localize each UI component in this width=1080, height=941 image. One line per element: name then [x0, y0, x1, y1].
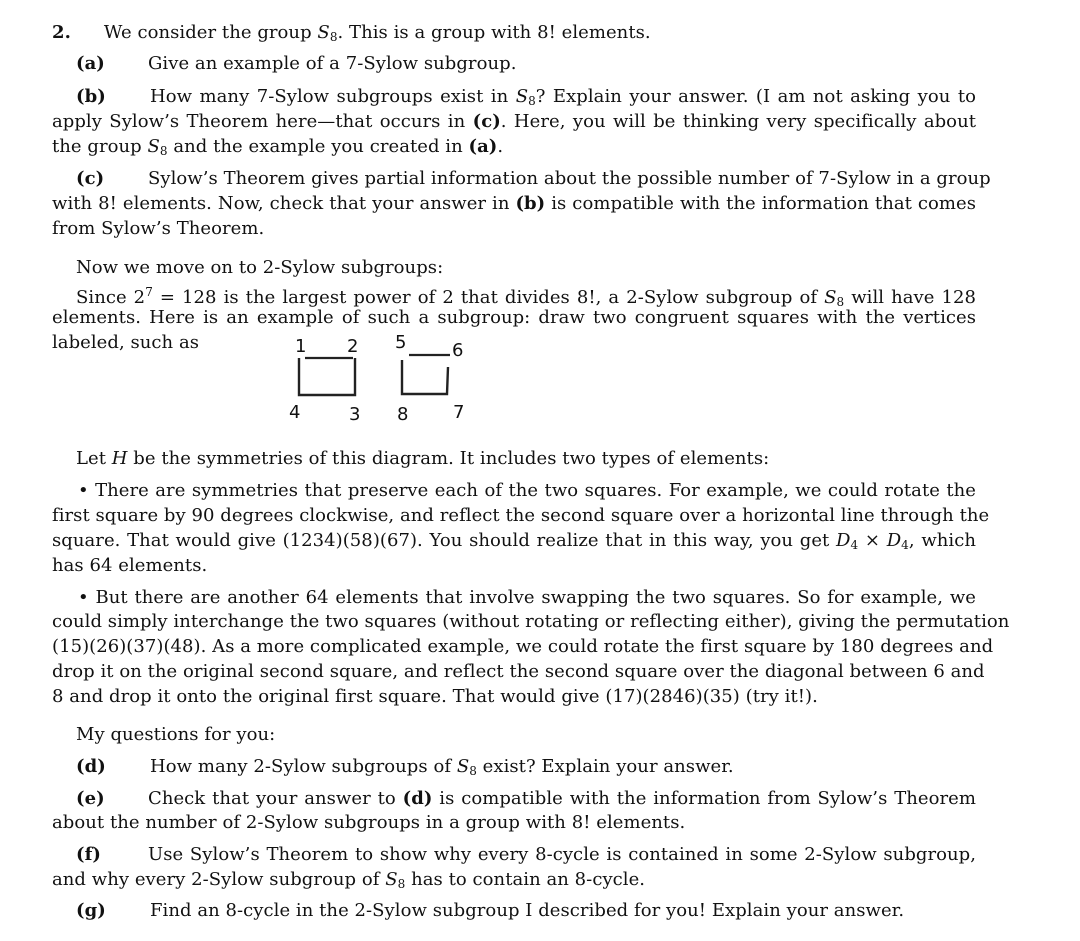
- since-line-1: Since $2^7 = 128$ is the largest power of 2 that divides 8!, a 2-Sylow subgroup of $S_8$ will have 128: [76, 285, 976, 309]
- problem-intro-line: 2. We consider the group $S_8$. This is a group with 8! elements.: [52, 22, 651, 44]
- part-c-line-1: (c) Sylow’s Theorem gives partial information about the possible number of 7-Sylow in a group: [76, 168, 991, 189]
- part-b-line-1: (b) How many 7-Sylow subgroups exist in $S_8$? Explain your answer. (I am not asking you to: [76, 86, 976, 108]
- move-on-line: Now we move on to 2-Sylow subgroups:: [76, 257, 444, 278]
- bullet-2-line-1: • But there are another 64 elements that involve swapping the two squares. So for example, we: [78, 587, 976, 608]
- vertex-label-1: 1: [295, 336, 307, 357]
- bullet-2-line-5: 8 and drop it onto the original first square. That would give (17)(2846)(35) (try it!).: [52, 686, 818, 707]
- questions-intro: My questions for you:: [76, 724, 276, 745]
- part-f-line-1: (f) Use Sylow’s Theorem to show why every 8-cycle is contained in some 2-Sylow subgroup,: [76, 844, 976, 865]
- bullet-1-line-1: • There are symmetries that preserve each of the two squares. For example, we could rotate the: [78, 480, 976, 501]
- part-c-label: (c): [76, 168, 105, 189]
- vertex-label-7: 7: [453, 402, 465, 423]
- square-1: [299, 358, 355, 395]
- square-2: [402, 360, 448, 394]
- part-e-label: (e): [76, 788, 105, 809]
- part-c-line-2: with 8! elements. Now, check that your answer in (b) is compatible with the information that comes: [52, 193, 976, 214]
- bullet-2-line-4: drop it on the original second square, and reflect the second square over the diagonal between 6 and: [52, 661, 985, 682]
- let-h-line: Let H be the symmetries of this diagram. It includes two types of elements:: [76, 448, 770, 469]
- part-b-line-2: apply Sylow’s Theorem here—that occurs in (c). Here, you will be thinking very specifically about: [52, 111, 976, 132]
- part-e-line-2: about the number of 2-Sylow subgroups in a group with 8! elements.: [52, 812, 686, 833]
- part-a-label: (a): [76, 53, 105, 74]
- part-f-label: (f): [76, 844, 101, 865]
- vertex-label-8: 8: [397, 404, 409, 425]
- part-b-label: (b): [76, 86, 106, 107]
- part-c-line-3: from Sylow’s Theorem.: [52, 218, 265, 239]
- vertex-label-6: 6: [452, 340, 464, 361]
- vertex-label-4: 4: [289, 402, 301, 423]
- since-line-2: elements. Here is an example of such a subgroup: draw two congruent squares with the vertices: [52, 307, 976, 328]
- bullet-1-line-3: square. That would give (1234)(58)(67). You should realize that in this way, you get $D_4 \times D_4$, which: [52, 530, 976, 552]
- part-d: (d) How many 2-Sylow subgroups of $S_8$ exist? Explain your answer.: [76, 756, 734, 778]
- vertex-label-3: 3: [349, 404, 361, 425]
- part-g-label: (g): [76, 900, 106, 921]
- vertex-label-5: 5: [395, 332, 407, 353]
- part-e-line-1: (e) Check that your answer to (d) is compatible with the information from Sylow’s Theorem: [76, 788, 976, 809]
- bullet-1-line-4: has 64 elements.: [52, 555, 208, 576]
- since-line-3: labeled, such as: [52, 332, 200, 353]
- bullet-2-line-3: (15)(26)(37)(48). As a more complicated example, we could rotate the first square by 180 degrees and: [52, 636, 994, 657]
- part-a: (a) Give an example of a 7-Sylow subgroup.: [76, 53, 517, 74]
- bullet-2-line-2: could simply interchange the two squares (without rotating or reflecting either), giving the permutation: [52, 611, 1010, 632]
- bullet-1-line-2: first square by 90 degrees clockwise, and reflect the second square over a horizontal line through the: [52, 505, 990, 526]
- vertex-label-2: 2: [347, 336, 359, 357]
- part-f-line-2: and why every 2-Sylow subgroup of $S_8$ has to contain an 8-cycle.: [52, 869, 646, 891]
- problem-number: 2.: [52, 22, 71, 43]
- part-b-line-3: the group $S_8$ and the example you created in (a).: [52, 136, 504, 158]
- part-g: (g) Find an 8-cycle in the 2-Sylow subgroup I described for you! Explain your answer.: [76, 900, 905, 921]
- part-d-label: (d): [76, 756, 106, 777]
